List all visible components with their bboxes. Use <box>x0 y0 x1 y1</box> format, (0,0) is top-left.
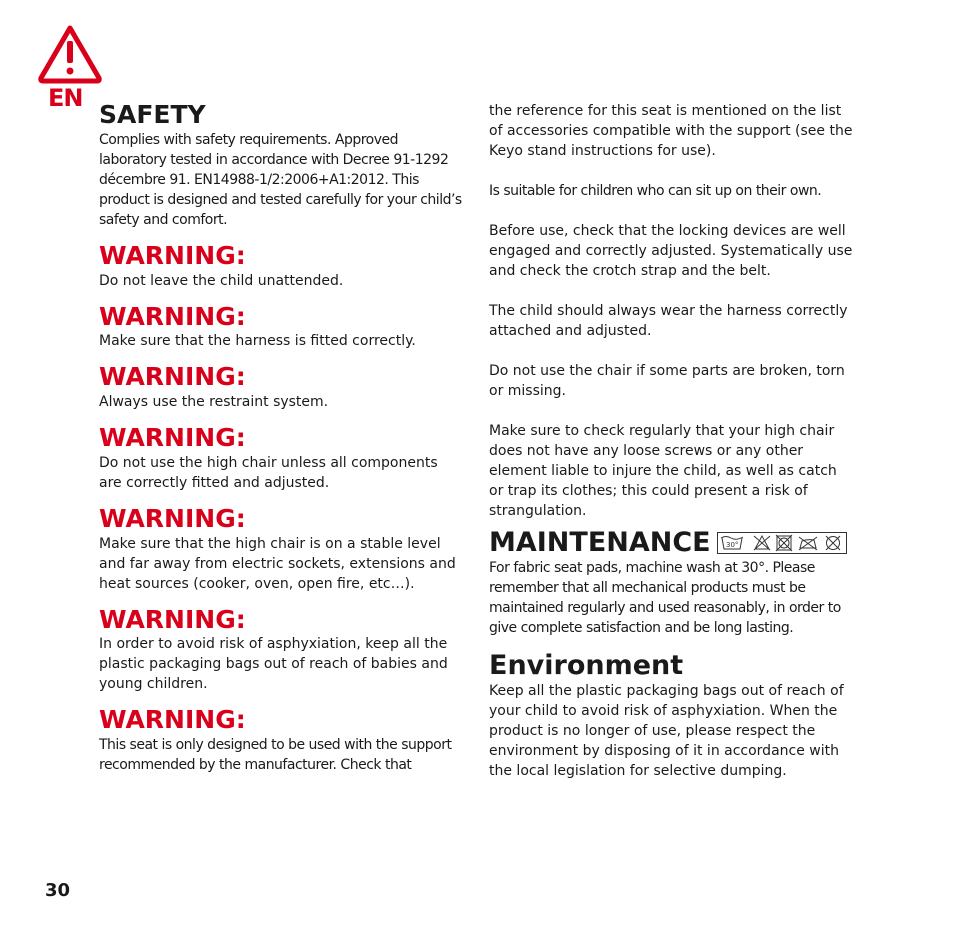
paragraph: the reference for this seat is mentioned on the list of accessories compatible with the support (see the Keyo stand instructions for use). <box>489 103 853 159</box>
no-dry-clean-icon <box>826 536 840 550</box>
no-iron-icon <box>799 537 817 550</box>
warning-title: WARNING: <box>99 301 246 331</box>
wash-temp-label: 30° <box>725 540 739 549</box>
paragraph: Make sure to check regularly that your high chair does not have any loose screws or any other element liable to injure the child, as well as catch or trap its clothes; this could present a risk of strangulation. <box>489 423 837 519</box>
environment-text: Keep all the plastic packaging bags out of reach of your child to avoid risk of asphyxiation. When the product is no longer of use, please respect the environment by disposing of it in accordance with the local legislation for selective dumping. <box>489 683 844 780</box>
warning-title: WARNING: <box>99 503 246 533</box>
paragraph: The child should always wear the harness correctly attached and adjusted. <box>489 303 848 339</box>
no-bleach-icon <box>754 536 770 550</box>
warning-text: Do not use the high chair unless all components are correctly fitted and adjusted. <box>99 454 438 491</box>
warning-text: This seat is only designed to be used with the support recommended by the manufacturer. Check that <box>99 737 452 773</box>
safety-text: Complies with safety requirements. Approved laboratory tested in accordance with Decree 91-1292 décembre 91. EN14988-1/2:2006+A1:2012. This product is designed and tested carefully for your child’s safety and comfort. <box>99 131 462 228</box>
care-symbols <box>717 532 847 554</box>
maintenance-title: MAINTENANCE <box>489 527 711 558</box>
right-column <box>489 101 854 781</box>
warning-title: WARNING: <box>99 240 246 270</box>
warning-triangle-icon <box>37 24 103 84</box>
warning-text: Always use the restraint system. <box>99 394 329 410</box>
warning-text: Make sure that the harness is fitted correctly. <box>99 333 416 350</box>
no-tumble-dry-icon <box>776 535 792 551</box>
page-number: 30 <box>45 880 71 901</box>
warning-text: Make sure that the high chair is on a stable level and far away from electric sockets, extensions and heat sources (cooker, oven, open fire, etc…). <box>99 535 456 592</box>
paragraph: Before use, check that the locking devices are well engaged and correctly adjusted. Systematically use and check the crotch strap and the belt. <box>489 223 853 279</box>
warning-title: WARNING: <box>99 423 246 452</box>
language-label: EN <box>48 84 83 112</box>
warning-title: WARNING: <box>99 362 246 392</box>
maintenance-header <box>489 527 854 558</box>
warning-title: WARNING: <box>99 705 246 735</box>
maintenance-text: For fabric seat pads, machine wash at 30°. Please remember that all mechanical products must be maintained regularly and used reasonably, in order to give complete satisfaction and be long lasting. <box>489 560 841 637</box>
left-column <box>99 101 464 775</box>
wash-30-icon <box>721 536 743 549</box>
paragraph: Do not use the chair if some parts are broken, torn or missing. <box>489 363 845 399</box>
paragraph: Is suitable for children who can sit up on their own. <box>489 183 822 199</box>
safety-title: SAFETY <box>99 100 206 129</box>
warning-text: In order to avoid risk of asphyxiation, keep all the plastic packaging bags out of reach of babies and young children. <box>99 636 448 693</box>
warning-title: WARNING: <box>99 604 246 634</box>
warning-text: Do not leave the child unattended. <box>99 272 344 289</box>
environment-title: Environment <box>489 650 684 682</box>
